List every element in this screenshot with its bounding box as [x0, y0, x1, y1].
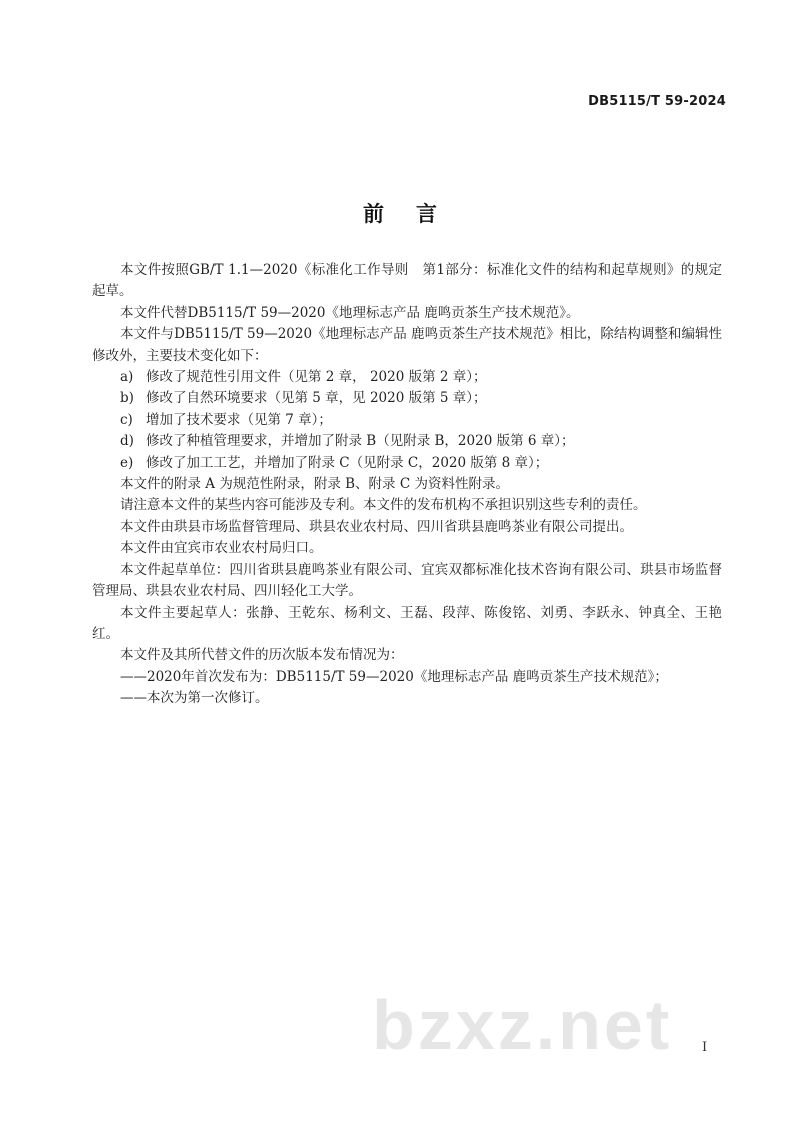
heading-char-1: 前 [363, 202, 384, 226]
list-marker: a) [120, 369, 134, 386]
list-marker: c) [120, 411, 133, 428]
list-item-text: 修改了加工工艺，并增加了附录 C（见附录 C，2020 版第 8 章）； [146, 454, 549, 471]
list-item-text: 修改了自然环境要求（见第 5 章，见 2020 版第 5 章）； [146, 390, 487, 407]
section-heading-preface [0, 198, 800, 228]
history-item-second: ——本次为第一次修订。 [120, 690, 269, 707]
paragraph-drafters: 本文件主要起草人：张静、王乾东、杨利文、王磊、段萍、陈俊铭、刘勇、李跃永、钟真全、王艳红。 [92, 604, 722, 642]
paragraph-drafting-units: 本文件起草单位：四川省珙县鹿鸣茶业有限公司、宜宾双都标准化技术咨询有限公司、珙县市场监督管理局、珙县农业农村局、四川轻化工大学。 [92, 561, 722, 600]
list-marker: b) [120, 390, 134, 407]
heading-char-2: 言 [416, 202, 437, 226]
page-number: I [702, 1040, 708, 1055]
paragraph-proposed-by: 本文件由珙县市场监督管理局、珙县农业农村局、四川省珙县鹿鸣茶业有限公司提出。 [120, 518, 633, 535]
list-item [92, 453, 722, 474]
paragraph-changes-intro: 本文件与DB5115/T 59—2020《地理标志产品 鹿鸣贡茶生产技术规范》相比，除结构调整和编辑性修改外，主要技术变化如下： [92, 326, 722, 364]
list-item [92, 367, 722, 388]
paragraph-replaces: 本文件代替DB5115/T 59—2020《地理标志产品 鹿鸣贡茶生产技术规范》。 [120, 304, 580, 321]
list-marker: e) [120, 454, 134, 471]
paragraph-patents: 请注意本文件的某些内容可能涉及专利。本文件的发布机构不承担识别这些专利的责任。 [120, 497, 647, 514]
paragraph-history-intro: 本文件及其所代替文件的历次版本发布情况为： [120, 647, 404, 664]
list-item-text: 增加了技术要求（见第 7 章）； [146, 411, 332, 428]
list-marker: d) [120, 433, 134, 450]
list-item-text: 修改了种植管理要求，并增加了附录 B（见附录 B，2020 版第 6 章）； [146, 433, 575, 450]
document-number: DB5115/T 59-2024 [588, 94, 726, 109]
preface-body [92, 260, 722, 710]
changes-list [92, 367, 722, 474]
paragraph-annexes: 本文件的附录 A 为规范性附录，附录 B、附录 C 为资料性附录。 [120, 476, 509, 493]
list-item-text: 修改了规范性引用文件（见第 2 章， 2020 版第 2 章）； [146, 369, 487, 386]
paragraph-centralized-by: 本文件由宜宾市农业农村局归口。 [120, 540, 323, 557]
history-item-first: ——2020年首次发布为：DB5115/T 59—2020《地理标志产品 鹿鸣贡茶生产技术规范》； [120, 668, 668, 685]
list-item [92, 410, 722, 431]
list-item [92, 388, 722, 409]
site-watermark: bzxz.net [372, 986, 673, 1064]
list-item [92, 431, 722, 452]
paragraph-drafting-rules: 本文件按照GB/T 1.1—2020《标准化工作导则 第1部分：标准化文件的结构和起草规则》的规定起草。 [92, 262, 722, 300]
